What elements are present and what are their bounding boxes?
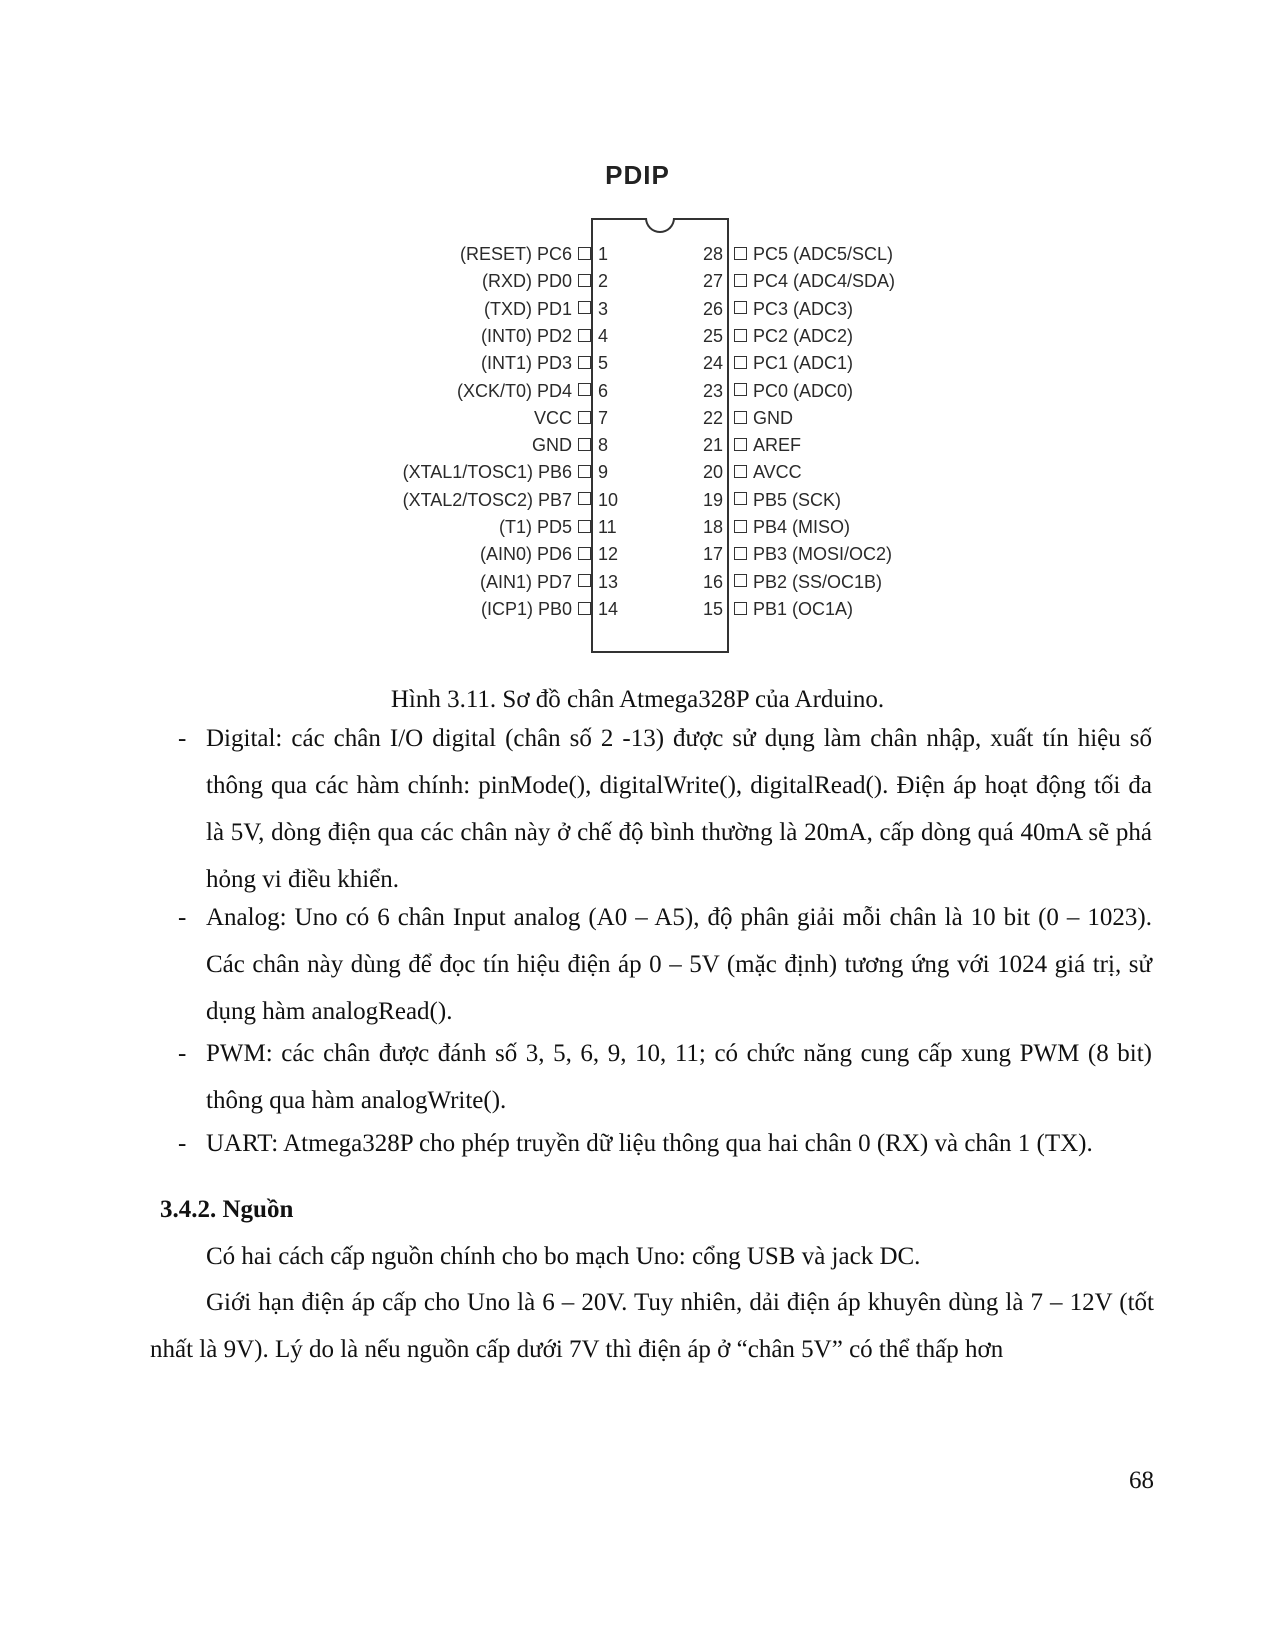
pin-label: VCC bbox=[533, 407, 572, 428]
paragraph: Có hai cách cấp nguồn chính cho bo mạch Uno: cổng USB và jack DC. bbox=[206, 1243, 921, 1270]
bullet-text: UART: Atmega328P cho phép truyền dữ liệu thông qua hai chân 0 (RX) và chân 1 (TX). bbox=[206, 1130, 1093, 1157]
pin-label: (AIN0) PD6 bbox=[479, 544, 572, 565]
pin-square-icon bbox=[734, 574, 747, 587]
bullet-dash: - bbox=[178, 904, 187, 931]
pin-left-7 bbox=[534, 405, 591, 431]
bullet-uart bbox=[178, 1120, 1154, 1167]
pin-label: AREF bbox=[753, 435, 802, 456]
pin-square-icon bbox=[578, 574, 591, 587]
pin-square-icon bbox=[734, 492, 747, 505]
pin-number: 24 bbox=[702, 353, 723, 374]
pin-right-15 bbox=[734, 596, 853, 622]
pin-label: (INT1) PD3 bbox=[480, 353, 572, 374]
pin-number: 14 bbox=[598, 598, 619, 619]
pin-label: PC0 (ADC0) bbox=[753, 380, 854, 401]
pin-number: 7 bbox=[598, 407, 609, 428]
pin-label: PC2 (ADC2) bbox=[753, 325, 854, 346]
package-title: PDIP bbox=[605, 160, 670, 190]
pin-number: 3 bbox=[598, 298, 609, 319]
bullet-dash: - bbox=[178, 1040, 187, 1067]
pin-left-14 bbox=[481, 596, 591, 622]
pin-label: PB2 (SS/OC1B) bbox=[753, 571, 883, 592]
pin-number: 28 bbox=[702, 244, 723, 264]
pin-square-icon bbox=[734, 356, 747, 369]
bullet-analog bbox=[178, 894, 1154, 1035]
pin-number: 4 bbox=[598, 325, 609, 346]
pin-label: PC1 (ADC1) bbox=[753, 353, 854, 374]
pin-number: 27 bbox=[702, 271, 723, 292]
bullet-text: Analog: Uno có 6 chân Input analog (A0 – A5), độ phân giải mỗi chân là 10 bit (0 – 1023). Các chân này dùng để đọc tín hiệu điện áp 0 – 5V (mặc định) tương ứng với 1024 giá trị, sử dụng hàm analogRead(). bbox=[206, 904, 1152, 1025]
pin-label: PB1 (OC1A) bbox=[753, 598, 854, 619]
pin-label: (TXD) PD1 bbox=[483, 298, 572, 319]
pin-right-18 bbox=[734, 514, 850, 540]
pin-label: (AIN1) PD7 bbox=[479, 571, 572, 592]
pin-left-13 bbox=[480, 569, 591, 595]
figure-caption: Hình 3.11. Sơ đồ chân Atmega328P của Arduino. bbox=[390, 686, 885, 713]
pin-label: GND bbox=[753, 407, 793, 428]
pin-left-9 bbox=[403, 459, 591, 485]
bullet-text: PWM: các chân được đánh số 3, 5, 6, 9, 10, 11; có chức năng cung cấp xung PWM (8 bit) thông qua hàm analogWrite(). bbox=[206, 1040, 1152, 1114]
pin-number: 10 bbox=[598, 489, 619, 510]
pin-number: 13 bbox=[598, 571, 619, 592]
pin-left-5 bbox=[481, 350, 591, 376]
pin-square-icon bbox=[578, 383, 591, 396]
pin-label: (INT0) PD2 bbox=[480, 325, 572, 346]
pin-right-28 bbox=[734, 241, 893, 267]
pin-number: 5 bbox=[598, 353, 609, 374]
pin-number: 20 bbox=[702, 462, 723, 483]
bullet-dash: - bbox=[178, 725, 187, 752]
bullet-dash: - bbox=[178, 1130, 187, 1157]
pin-left-4 bbox=[481, 323, 591, 349]
pin-number: 8 bbox=[598, 435, 609, 456]
pin-left-2 bbox=[482, 268, 591, 294]
pin-label: PB5 (SCK) bbox=[753, 489, 842, 510]
pin-square-icon bbox=[734, 301, 747, 314]
pin-label: (ICP1) PB0 bbox=[480, 598, 572, 619]
pin-number: 25 bbox=[702, 325, 723, 346]
pin-square-icon bbox=[734, 274, 747, 287]
chip-notch bbox=[645, 218, 675, 233]
pin-square-icon bbox=[578, 411, 591, 424]
page-number: 68 bbox=[1129, 1467, 1154, 1494]
pin-square-icon bbox=[578, 438, 591, 451]
section-heading: 3.4.2. Nguồn bbox=[160, 1196, 294, 1223]
pin-square-icon bbox=[578, 329, 591, 342]
pin-label: GND bbox=[532, 435, 572, 456]
pin-number: 6 bbox=[598, 380, 609, 401]
bullet-text: Digital: các chân I/O digital (chân số 2 -13) được sử dụng làm chân nhập, xuất tín hiệu số thông qua các hàm chính: pinMode(), digitalWrite(), digitalRead(). Điện áp hoạt động tối đa là 5V, dòng điện qua các chân này ở chế độ bình thường là 20mA, cấp dòng quá 40mA sẽ phá hỏng vi điều khiển. bbox=[206, 725, 1152, 893]
pin-square-icon bbox=[578, 547, 591, 560]
pin-square-icon bbox=[734, 411, 747, 424]
pin-number: 12 bbox=[598, 544, 619, 565]
pin-label: (T1) PD5 bbox=[498, 517, 572, 537]
paragraph: Giới hạn điện áp cấp cho Uno là 6 – 20V. Tuy nhiên, dải điện áp khuyên dùng là 7 – 12V (tốt nhất là 9V). Lý do là nếu nguồn cấp dưới 7V thì điện áp ở “chân 5V” có thể thấp hơn bbox=[150, 1289, 1154, 1363]
pin-right-19 bbox=[734, 487, 841, 513]
pin-label: PC4 (ADC4/SDA) bbox=[753, 271, 896, 292]
pin-number: 2 bbox=[598, 271, 609, 292]
pin-right-27 bbox=[734, 268, 895, 294]
pin-right-20 bbox=[734, 459, 802, 485]
pin-label: PC5 (ADC5/SCL) bbox=[753, 244, 894, 264]
pin-number: 17 bbox=[702, 544, 723, 565]
pin-right-24 bbox=[734, 350, 853, 376]
pin-square-icon bbox=[578, 301, 591, 314]
pin-right-16 bbox=[734, 569, 882, 595]
pin-label: AVCC bbox=[753, 462, 802, 483]
pin-label: (XTAL1/TOSC1) PB6 bbox=[402, 462, 572, 483]
pin-number: 19 bbox=[702, 489, 723, 510]
pin-square-icon bbox=[578, 274, 591, 287]
pin-square-icon bbox=[734, 383, 747, 396]
pin-label: (RESET) PC6 bbox=[459, 244, 572, 264]
pin-number: 23 bbox=[702, 380, 723, 401]
pin-square-icon bbox=[734, 465, 747, 478]
pin-square-icon bbox=[734, 329, 747, 342]
pin-number: 21 bbox=[702, 435, 723, 456]
pin-square-icon bbox=[578, 602, 591, 615]
pin-number: 16 bbox=[702, 571, 723, 592]
pin-left-6 bbox=[457, 378, 591, 404]
pin-left-1 bbox=[460, 241, 591, 267]
pinout-figure bbox=[0, 0, 1275, 660]
pin-label: PB4 (MISO) bbox=[753, 517, 851, 537]
pin-right-17 bbox=[734, 541, 892, 567]
pin-left-8 bbox=[532, 432, 591, 458]
pin-square-icon bbox=[734, 547, 747, 560]
pin-number: 22 bbox=[702, 407, 723, 428]
pin-number: 1 bbox=[598, 244, 609, 264]
pin-square-icon bbox=[734, 247, 747, 260]
pin-left-12 bbox=[480, 541, 591, 567]
pin-number: 9 bbox=[598, 462, 609, 483]
pin-square-icon bbox=[578, 465, 591, 478]
pin-square-icon bbox=[734, 602, 747, 615]
pin-number: 26 bbox=[702, 298, 723, 319]
pin-square-icon bbox=[578, 520, 591, 533]
pin-label: (RXD) PD0 bbox=[481, 271, 572, 292]
pin-label: (XCK/T0) PD4 bbox=[456, 380, 572, 401]
pin-square-icon bbox=[734, 438, 747, 451]
pin-left-3 bbox=[484, 296, 591, 322]
pin-right-26 bbox=[734, 296, 853, 322]
pin-number: 11 bbox=[598, 517, 617, 537]
pin-label: (XTAL2/TOSC2) PB7 bbox=[402, 489, 572, 510]
pin-left-10 bbox=[403, 487, 591, 513]
pin-right-25 bbox=[734, 323, 853, 349]
pin-square-icon bbox=[578, 492, 591, 505]
pin-right-23 bbox=[734, 378, 853, 404]
pin-label: PB3 (MOSI/OC2) bbox=[753, 544, 893, 565]
pin-number: 15 bbox=[702, 598, 723, 619]
pin-right-21 bbox=[734, 432, 801, 458]
bullet-pwm bbox=[178, 1030, 1154, 1125]
pin-square-icon bbox=[578, 247, 591, 260]
bullet-digital bbox=[178, 715, 1154, 905]
pin-square-icon bbox=[578, 356, 591, 369]
pin-left-11 bbox=[499, 514, 591, 540]
pin-number: 18 bbox=[702, 517, 723, 537]
pin-right-22 bbox=[734, 405, 793, 431]
pin-label: PC3 (ADC3) bbox=[753, 298, 854, 319]
pin-square-icon bbox=[734, 520, 747, 533]
